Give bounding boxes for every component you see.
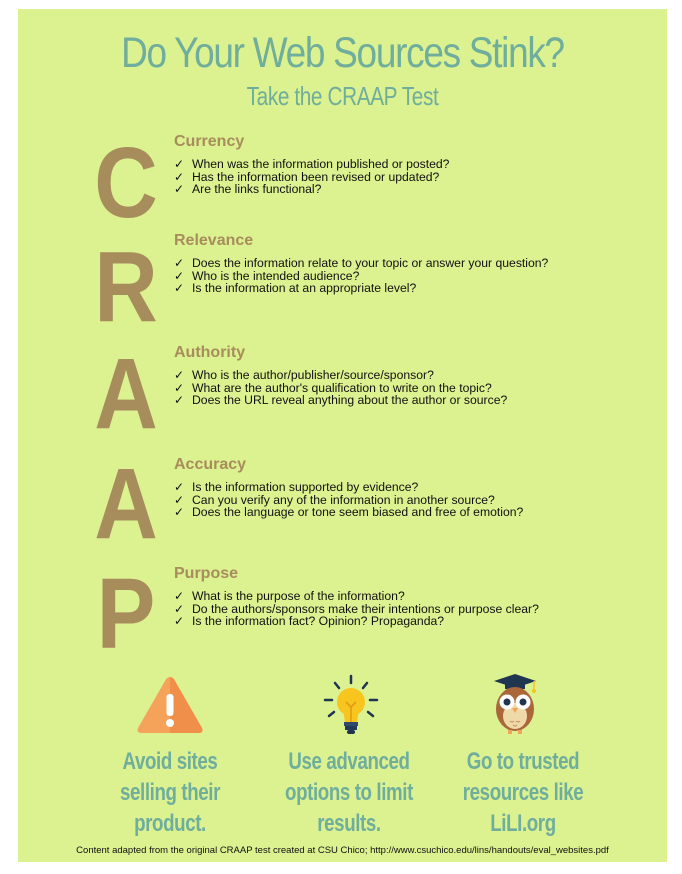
list-item: ✓ Does the information relate to your topic or answer your question? — [174, 256, 549, 270]
tip-advanced-options: Use advanced options to limit results. — [285, 748, 413, 837]
list-item: ✓ Can you verify any of the information in another source? — [174, 492, 495, 507]
section-authority — [174, 344, 654, 407]
list-item: ✓ Do the authors/sponsors make their intentions or purpose clear? — [174, 601, 539, 616]
letter-r: R — [94, 231, 158, 343]
section-heading: Purpose — [174, 565, 239, 582]
warning-icon — [135, 674, 205, 741]
section-relevance — [174, 232, 654, 295]
checkmark-icon: ✓ — [174, 601, 185, 616]
list-item: ✓ Is the information at an appropriate level? — [174, 281, 417, 296]
list-item: ✓ Are the links functional? — [174, 182, 322, 197]
section-accuracy — [174, 456, 654, 519]
checkmark-icon: ✓ — [174, 480, 185, 494]
tip-avoid-selling-sites: Avoid sites selling their product. — [119, 748, 220, 837]
craap-poster — [18, 9, 667, 862]
tip-trusted-resources: Go to trusted resources like LiLI.org — [462, 748, 584, 837]
letter-a-accuracy: A — [94, 448, 158, 560]
list-item: ✓ Has the information been revised or updated? — [174, 169, 440, 184]
list-item: ✓ What are the author's qualification to write on the topic? — [174, 380, 492, 395]
list-item: ✓ What is the purpose of the information? — [174, 589, 405, 603]
checkmark-icon: ✓ — [174, 492, 185, 507]
letter-a-authority: A — [94, 338, 158, 450]
checkmark-icon: ✓ — [174, 614, 185, 629]
checkmark-icon: ✓ — [174, 589, 185, 603]
owl-icon — [490, 671, 540, 742]
checkmark-icon: ✓ — [174, 281, 185, 296]
checkmark-icon: ✓ — [174, 268, 185, 283]
checkmark-icon: ✓ — [174, 256, 185, 270]
source-credit: Content adapted from the original CRAAP test created at CSU Chico; http://www.csuchico.edu/lins/handouts/eval_websites.pdf — [76, 845, 609, 856]
checkmark-icon: ✓ — [174, 380, 185, 395]
section-heading: Accuracy — [174, 456, 247, 473]
checkmark-icon: ✓ — [174, 169, 185, 184]
list-item: ✓ When was the information published or posted? — [174, 157, 450, 171]
list-item: ✓ Does the URL reveal anything about the author or source? — [174, 393, 508, 408]
section-heading: Relevance — [174, 232, 254, 249]
section-heading: Currency — [174, 133, 245, 150]
list-item: ✓ Who is the author/publisher/source/sponsor? — [174, 368, 434, 382]
section-heading: Authority — [174, 344, 246, 361]
checkmark-icon: ✓ — [174, 182, 185, 197]
letter-c: C — [94, 127, 158, 239]
page-subtitle: Take the CRAAP Test — [246, 81, 439, 111]
section-currency — [174, 133, 654, 196]
checkmark-icon: ✓ — [174, 505, 185, 520]
letter-p: P — [96, 558, 156, 670]
section-purpose — [174, 565, 654, 628]
checkmark-icon: ✓ — [174, 393, 185, 408]
list-item: ✓ Is the information fact? Opinion? Propaganda? — [174, 614, 445, 629]
list-item: ✓ Who is the intended audience? — [174, 268, 360, 283]
checkmark-icon: ✓ — [174, 368, 185, 382]
page-title: Do Your Web Sources Stink? — [121, 29, 564, 77]
checkmark-icon: ✓ — [174, 157, 185, 171]
list-item: ✓ Is the information supported by evidence? — [174, 480, 419, 494]
list-item: ✓ Does the language or tone seem biased and free of emotion? — [174, 505, 524, 520]
lightbulb-icon — [321, 674, 381, 747]
